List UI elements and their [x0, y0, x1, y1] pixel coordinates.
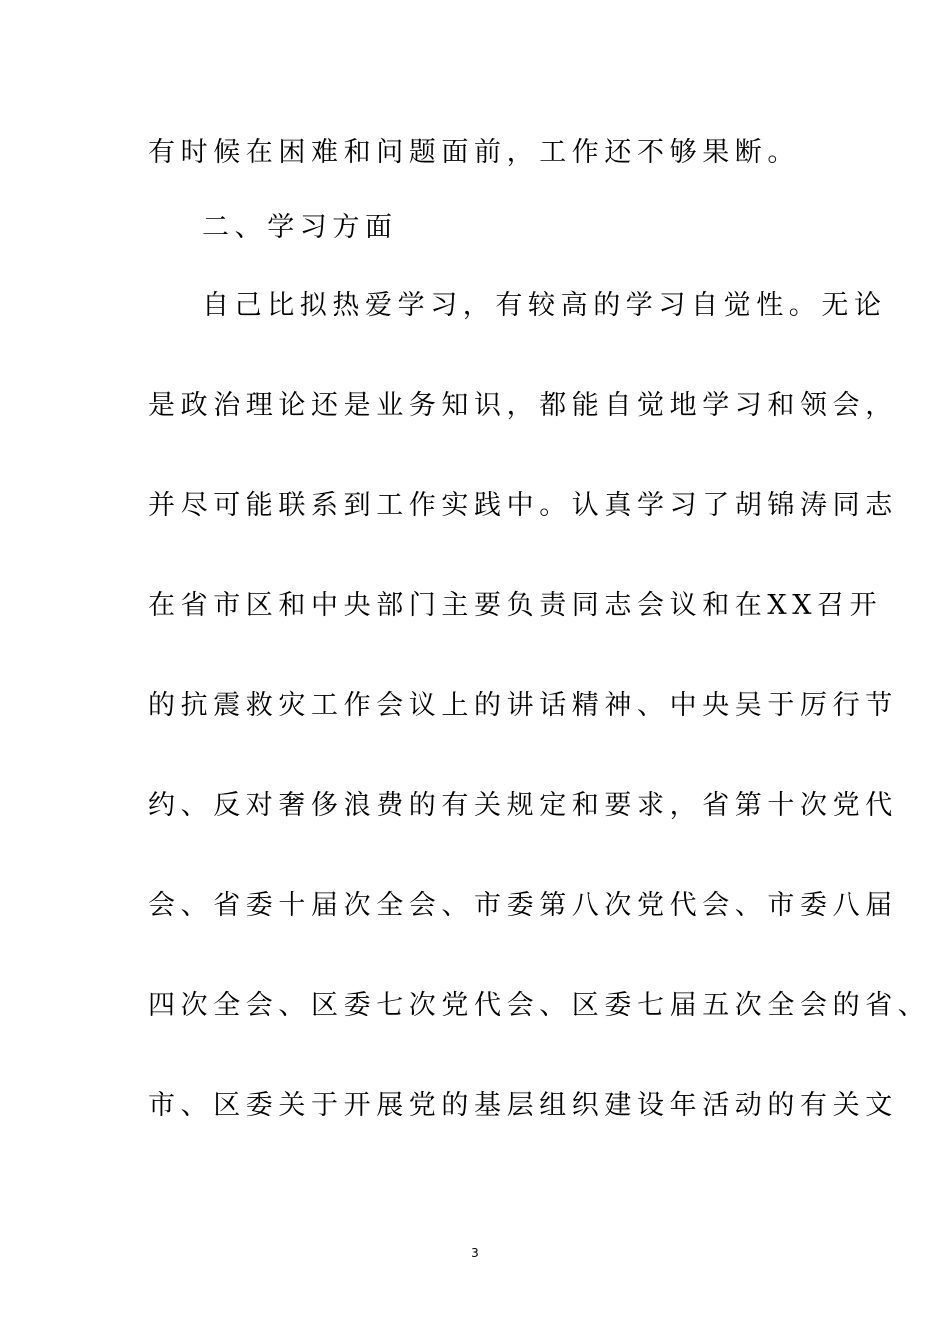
paragraph-line: 市、区委关于开展党的基层组织建设年活动的有关文 [148, 1090, 898, 1121]
paragraph-line: 会、省委十届次全会、市委第八次党代会、市委八届 [148, 890, 898, 921]
paragraph-line: 约、反对奢侈浪费的有关规定和要求，省第十次党代 [148, 790, 898, 821]
paragraph-line: 在省市区和中央部门主要负责同志会议和在XX召开 [148, 590, 883, 621]
paragraph-line: 有时候在困难和问题面前，工作还不够果断。 [148, 137, 800, 168]
paragraph-line: 四次全会、区委七次党代会、区委七届五次全会的省、 [148, 990, 931, 1021]
paragraph-line: 并尽可能联系到工作实践中。认真学习了胡锦涛同志 [148, 490, 898, 521]
section-heading: 二、学习方面 [202, 212, 398, 243]
paragraph-line: 自己比拟热爱学习，有较高的学习自觉性。无论 [202, 290, 887, 321]
page-number: 3 [471, 1246, 479, 1260]
paragraph-line: 的抗震救灾工作会议上的讲话精神、中央吴于厉行节 [148, 690, 898, 721]
paragraph-line: 是政治理论还是业务知识，都能自觉地学习和领会， [148, 390, 898, 421]
